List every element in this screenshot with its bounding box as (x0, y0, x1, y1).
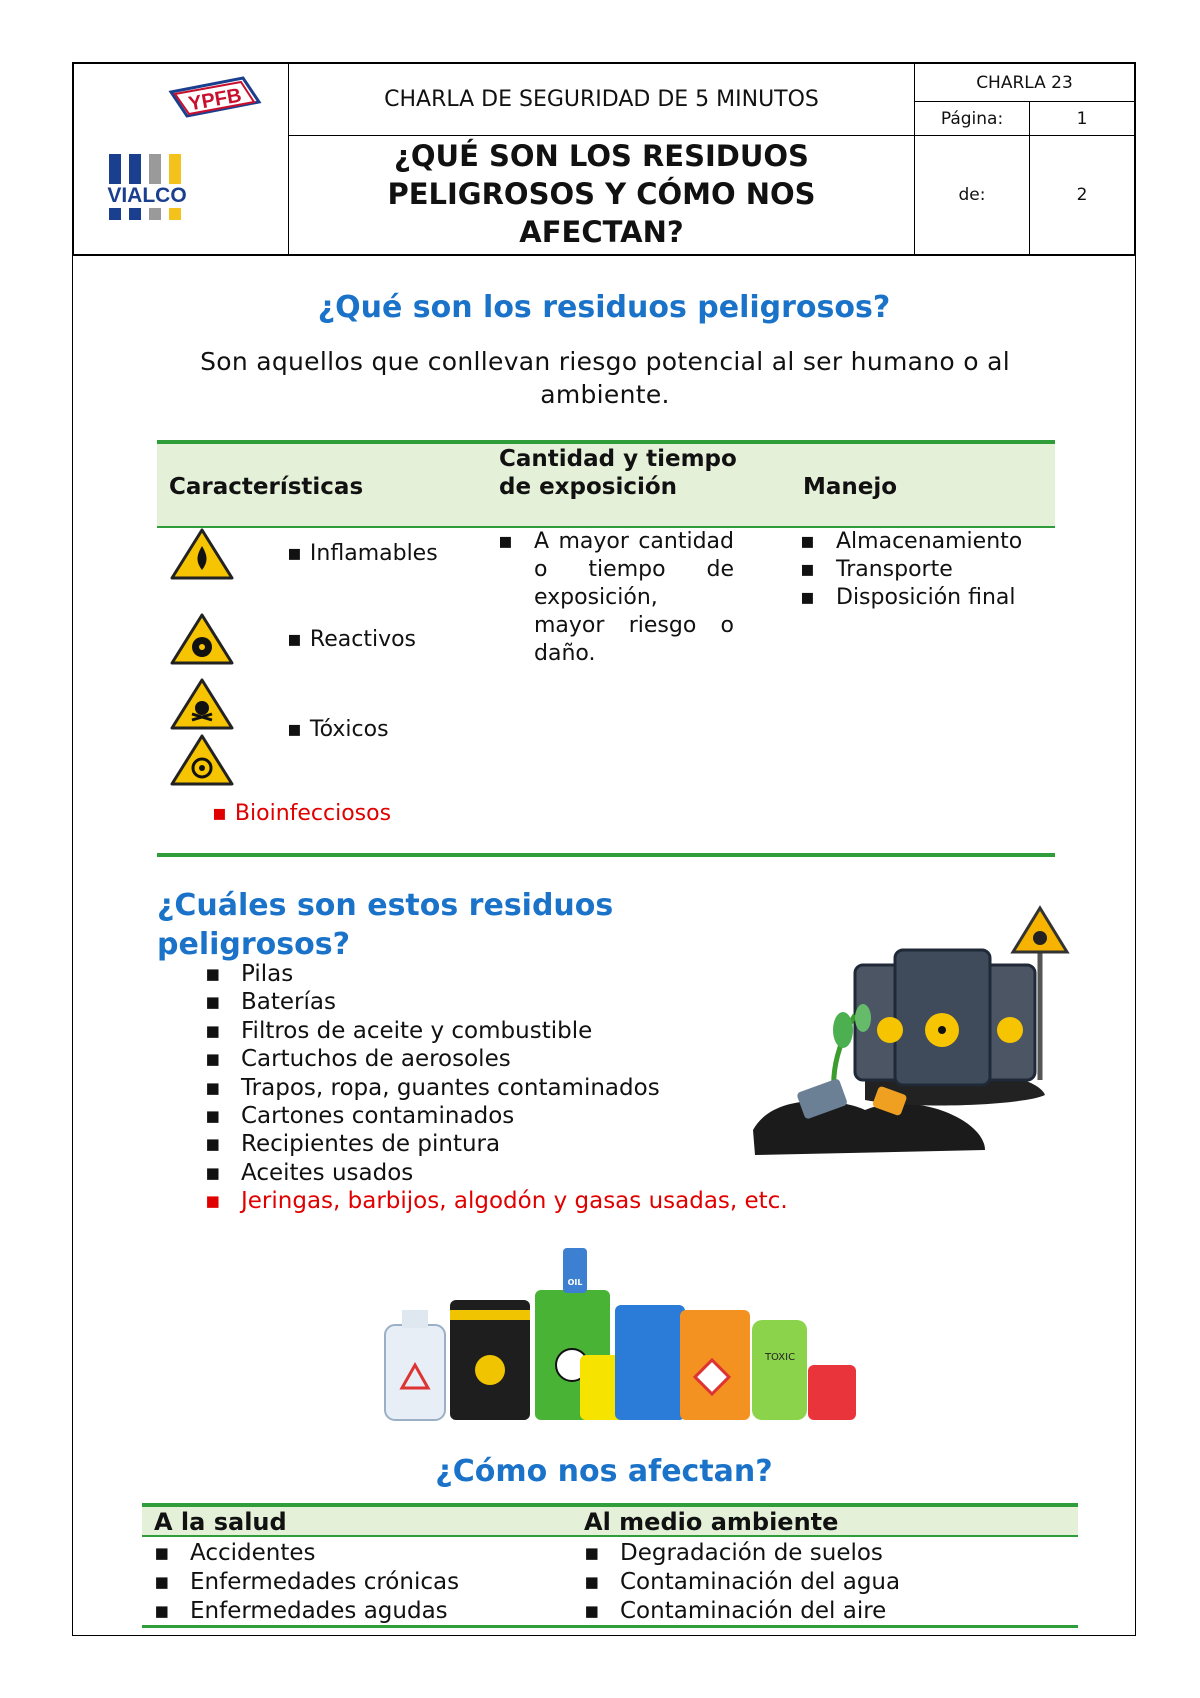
handling-item: ▪ Disposición final (800, 585, 1016, 610)
waste-item: ▪ Cartones contaminados (205, 1102, 788, 1130)
char-reactive-text: Reactivos (309, 627, 417, 652)
col-environment: Al medio ambiente (584, 1508, 839, 1536)
char-reactive (287, 626, 427, 654)
intro-text: Son aquellos que conllevan riesgo potencial al ser humano o al ambiente. (200, 347, 1010, 409)
char-toxic-text: Tóxicos (309, 717, 389, 742)
oil-label: OIL (567, 1278, 583, 1287)
section-heading-which: ¿Cuáles son estos residuos peligrosos? (157, 888, 614, 962)
table-bottom-rule (157, 853, 1055, 857)
char-flammable (287, 540, 438, 568)
handling-item: ▪ Almacenamiento (800, 529, 1023, 554)
page-title (289, 136, 915, 254)
environment-item: ▪ Degradación de suelos (584, 1539, 900, 1568)
char-bioinfectious (212, 800, 437, 828)
waste-item: ▪ Cartuchos de aerosoles (205, 1045, 788, 1073)
handling-item: ▪ Transporte (800, 557, 953, 582)
waste-item: ▪ Recipientes de pintura (205, 1130, 788, 1158)
page-value: 1 (1030, 102, 1134, 136)
char-flammable-text: Inflamables (309, 541, 438, 566)
exposure-text-content: A mayor cantidad o tiempo de exposición, mayor riesgo o daño. (534, 529, 734, 666)
page-label: Página: (915, 102, 1030, 136)
col-characteristics: Características (169, 474, 364, 500)
toxic-icon (172, 680, 232, 728)
environment-item: ▪ Contaminación del agua (584, 1568, 900, 1597)
reactive-icon (172, 615, 232, 663)
header-subtitle: CHARLA DE SEGURIDAD DE 5 MINUTOS (289, 64, 915, 136)
waste-list (205, 960, 788, 1216)
radioactive-barrels-illustration (745, 900, 1070, 1165)
page-title-text: ¿QUÉ SON LOS RESIDUOS PELIGROSOS Y CÓMO NOS AFECTAN? (387, 139, 816, 249)
health-item: ▪ Enfermedades agudas (154, 1597, 459, 1626)
col-health: A la salud (154, 1508, 287, 1536)
toxic-label: TOXIC (764, 1352, 796, 1363)
logo-cell (74, 64, 289, 254)
handling-item-text: Almacenamiento (836, 529, 1023, 554)
waste-item-red: ▪ Jeringas, barbijos, algodón y gasas usadas, etc. (205, 1187, 788, 1215)
waste-item: ▪ Aceites usados (205, 1159, 788, 1187)
char-toxic (287, 716, 427, 744)
exposure-text: ▪ A mayor cantidad o tiempo de exposición, mayor riesgo o daño. (498, 529, 734, 666)
waste-item: ▪ Pilas (205, 960, 788, 988)
handling-item-text: Transporte (836, 557, 953, 582)
section-heading-what: ¿Qué son los residuos peligrosos? (317, 290, 891, 325)
ypfb-logo-text: YPFB (186, 84, 244, 116)
environment-item: ▪ Contaminación del aire (584, 1597, 900, 1626)
company-logos (81, 74, 281, 244)
charla-number: CHARLA 23 (915, 64, 1134, 102)
waste-item: ▪ Filtros de aceite y combustible (205, 1017, 788, 1045)
header-table (72, 62, 1136, 256)
char-bioinfectious-text: Bioinfecciosos (234, 801, 392, 826)
health-list (154, 1539, 459, 1626)
hazardous-containers-illustration (380, 1240, 900, 1425)
total-value: 2 (1076, 185, 1088, 205)
waste-item: ▪ Trapos, ropa, guantes contaminados (205, 1074, 788, 1102)
col-handling: Manejo (803, 474, 898, 500)
flammable-icon (172, 530, 232, 578)
health-item: ▪ Enfermedades crónicas (154, 1568, 459, 1597)
vialco-logo-text: VIALCO (107, 184, 187, 207)
waste-item: ▪ Baterías (205, 988, 788, 1016)
handling-item-text: Disposición final (836, 585, 1016, 610)
environment-list (584, 1539, 900, 1626)
health-item: ▪ Accidentes (154, 1539, 459, 1568)
biohazard-icon (172, 736, 232, 784)
hazard-icons (170, 528, 234, 788)
total-label: de: (915, 136, 1030, 254)
section-heading-affect: ¿Cómo nos afectan? (435, 1454, 773, 1489)
col-exposure: Cantidad y tiempo de exposición (499, 446, 737, 500)
handling-list (800, 528, 1040, 612)
